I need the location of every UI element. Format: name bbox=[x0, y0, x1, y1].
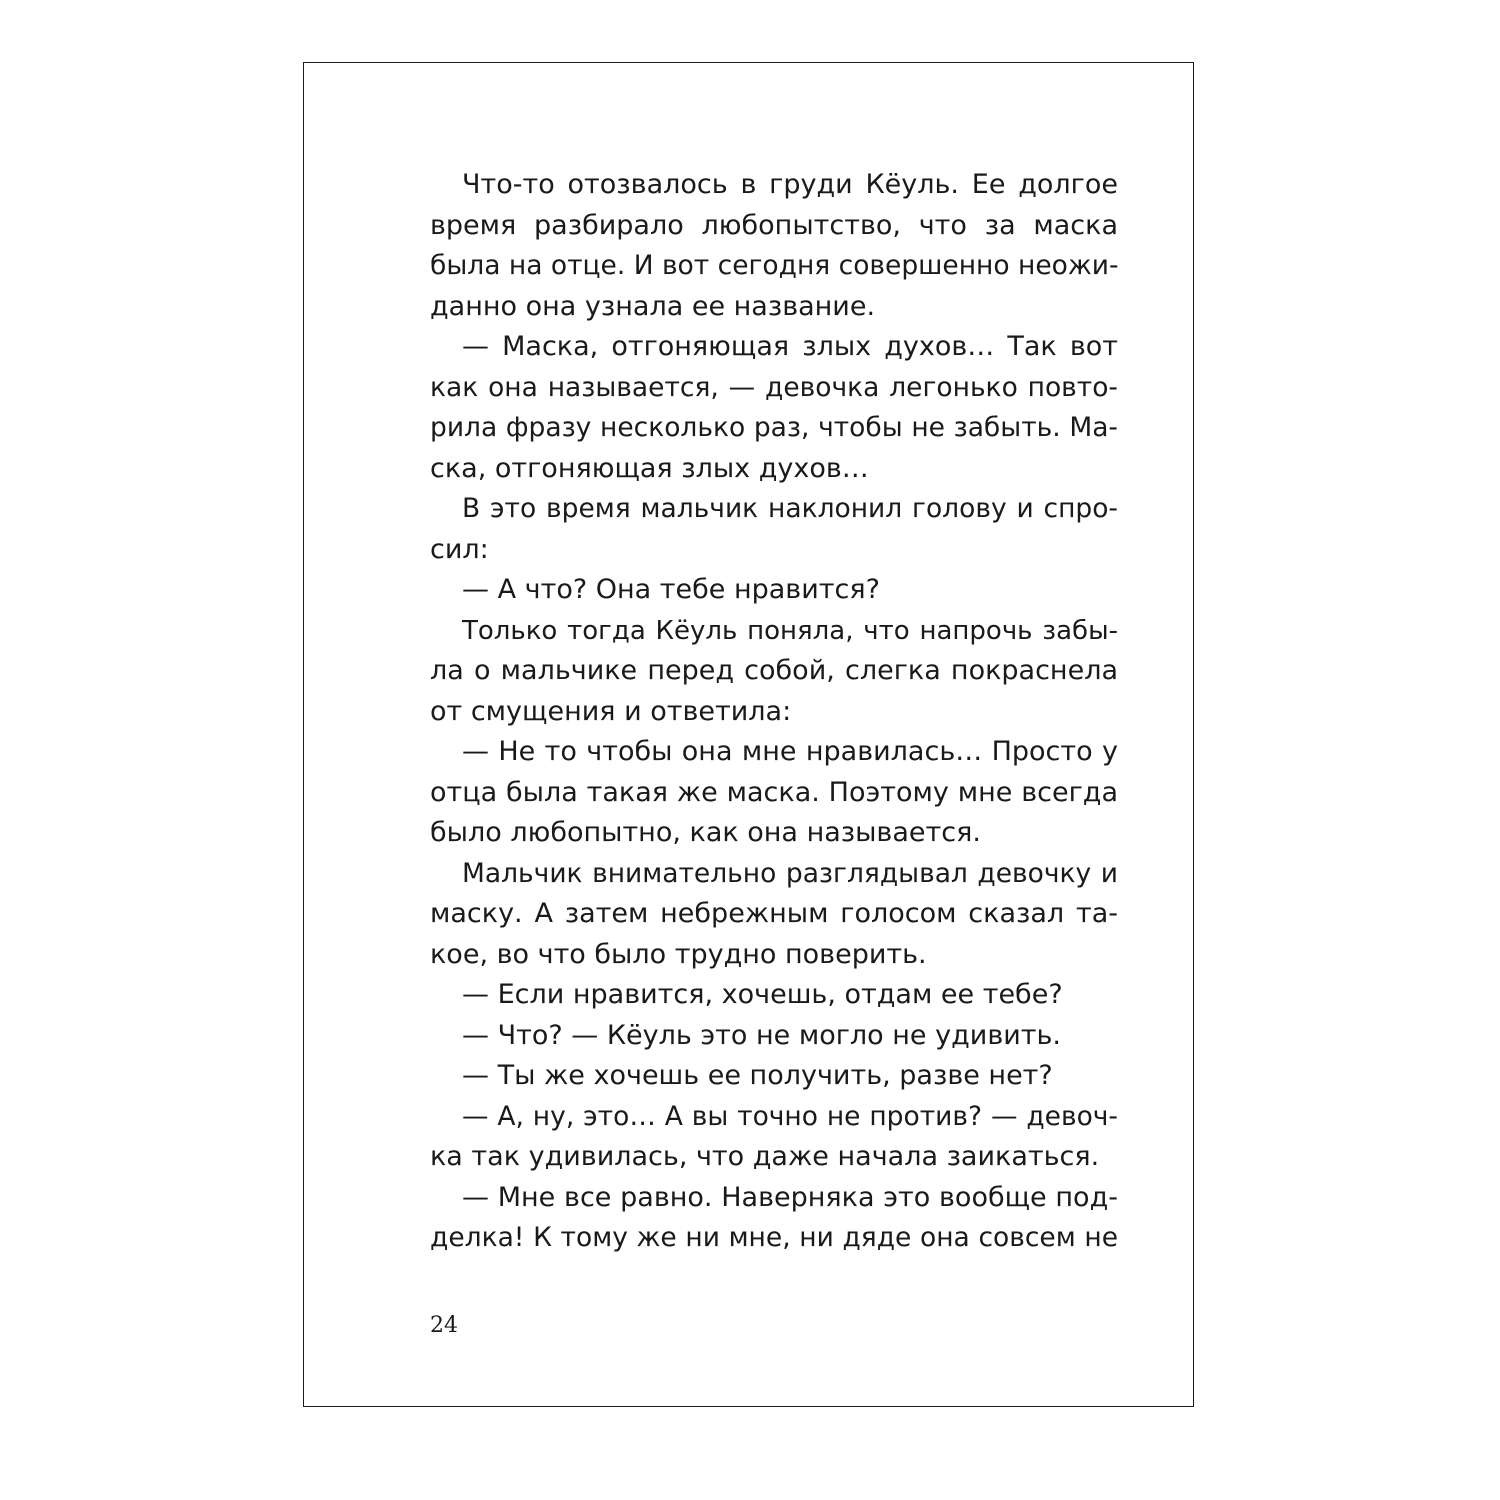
text-line: В это время мальчик наклонил голову и спро- bbox=[462, 493, 1118, 524]
text-line: ла о мальчике перед собой, слегка покраснела bbox=[430, 655, 1118, 686]
text-line: от смущения и ответила: bbox=[430, 695, 792, 727]
text-line: Мальчик внимательно разглядывал девочку и bbox=[462, 857, 1118, 889]
text-line: — Мне все равно. Наверняка это вообще под- bbox=[462, 1181, 1118, 1213]
text-line: — А, ну, это… А вы точно не против? — девоч- bbox=[462, 1100, 1118, 1132]
text-line: данно она узнала ее название. bbox=[430, 290, 876, 322]
text-line: рила фразу несколько раз, чтобы не забыть. Ма- bbox=[430, 412, 1118, 443]
text-line: делка! К тому же ни мне, ни дяде она совсем не bbox=[430, 1222, 1118, 1253]
text-line: — Что? — Кёуль это не могло не удивить. bbox=[462, 1019, 1061, 1051]
text-line: отца была такая же маска. Поэтому мне всегда bbox=[430, 776, 1118, 808]
text-line: время разбирало любопытство, что за маска bbox=[430, 209, 1118, 241]
text-line: сил: bbox=[430, 533, 489, 565]
text-line: — Если нравится, хочешь, отдам ее тебе? bbox=[462, 979, 1063, 1010]
page-number: 24 bbox=[430, 1313, 458, 1338]
text-line: — А что? Она тебе нравится? bbox=[462, 574, 880, 605]
text-line: — Не то чтобы она мне нравилась… Просто у bbox=[462, 736, 1118, 767]
text-line: — Маска, отгоняющая злых духов… Так вот bbox=[462, 331, 1118, 362]
text-line: как она называется, — девочка легонько повто- bbox=[430, 371, 1118, 403]
book-page bbox=[303, 62, 1194, 1407]
text-line: кое, во что было трудно поверить. bbox=[430, 938, 927, 970]
text-line: — Ты же хочешь ее получить, разве нет? bbox=[462, 1060, 1053, 1091]
text-line: Что-то отозвалось в груди Кёуль. Ее долгое bbox=[462, 169, 1118, 200]
text-line: Только тогда Кёуль поняла, что напрочь забы- bbox=[462, 615, 1118, 646]
text-line: ка так удивилась, что даже начала заикаться. bbox=[430, 1141, 1100, 1172]
text-line: маску. А затем небрежным голосом сказал та- bbox=[430, 898, 1118, 929]
page-body-text bbox=[430, 165, 1118, 1259]
text-line: ска, отгоняющая злых духов… bbox=[430, 452, 869, 484]
text-line: было любопытно, как она называется. bbox=[430, 817, 981, 848]
text-line: была на отце. И вот сегодня совершенно неожи- bbox=[430, 250, 1119, 281]
